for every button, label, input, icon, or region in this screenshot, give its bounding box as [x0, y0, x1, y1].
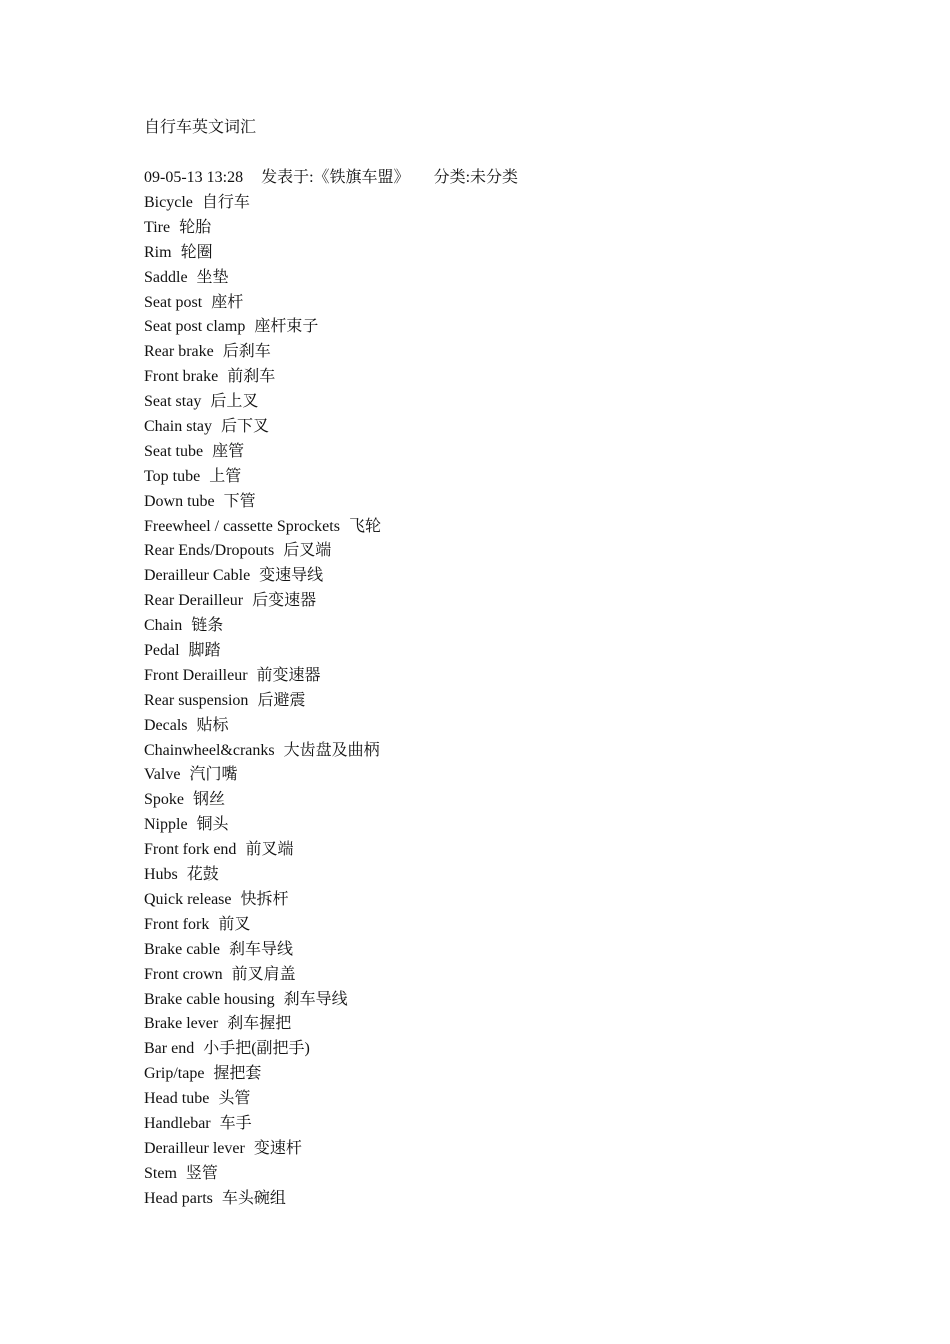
vocabulary-entry	[144, 589, 381, 614]
entry-english: Tire	[144, 218, 171, 236]
vocabulary-entry	[144, 1137, 381, 1162]
document-title: 自行车英文词汇	[144, 119, 257, 136]
entry-english: Nipple	[144, 816, 188, 834]
vocabulary-entry	[144, 888, 381, 913]
entry-english: Seat post	[144, 293, 203, 311]
vocabulary-entry	[144, 465, 381, 490]
entry-english: Valve	[144, 766, 181, 784]
entry-chinese: 轮胎	[179, 218, 212, 236]
vocabulary-list	[144, 191, 381, 1212]
vocabulary-entry	[144, 863, 381, 888]
vocabulary-entry	[144, 564, 381, 589]
entry-chinese: 坐垫	[196, 268, 229, 286]
entry-english: Quick release	[144, 890, 232, 908]
vocabulary-entry	[144, 241, 381, 266]
entry-english: Front Derailleur	[144, 666, 248, 684]
entry-english: Rear Ends/Dropouts	[144, 542, 275, 560]
entry-english: Rear suspension	[144, 691, 249, 709]
entry-chinese: 后变速器	[252, 592, 317, 610]
entry-chinese: 刹车导线	[283, 990, 348, 1008]
entry-english: Bar end	[144, 1040, 195, 1058]
vocabulary-entry	[144, 614, 381, 639]
entry-chinese: 后避震	[257, 691, 306, 709]
entry-chinese: 汽门嘴	[189, 766, 238, 784]
entry-english: Seat tube	[144, 442, 204, 460]
entry-english: Chain stay	[144, 418, 212, 436]
entry-english: Pedal	[144, 642, 180, 660]
entry-english: Rim	[144, 243, 172, 261]
entry-chinese: 后刹车	[222, 343, 271, 361]
entry-english: Freewheel / cassette Sprockets	[144, 517, 340, 535]
entry-chinese: 车手	[219, 1114, 252, 1132]
vocabulary-entry	[144, 515, 381, 540]
vocabulary-entry	[144, 813, 381, 838]
entry-english: Handlebar	[144, 1114, 211, 1132]
vocabulary-entry	[144, 291, 381, 316]
entry-chinese: 飞轮	[348, 517, 381, 535]
entry-chinese: 花鼓	[186, 866, 219, 884]
vocabulary-entry	[144, 490, 381, 515]
vocabulary-entry	[144, 315, 381, 340]
vocabulary-entry	[144, 365, 381, 390]
entry-english: Brake cable	[144, 940, 220, 958]
vocabulary-entry	[144, 390, 381, 415]
entry-english: Front crown	[144, 965, 223, 983]
entry-english: Spoke	[144, 791, 184, 809]
entry-chinese: 后上叉	[210, 393, 259, 411]
vocabulary-entry	[144, 1162, 381, 1187]
entry-english: Grip/tape	[144, 1065, 205, 1083]
entry-chinese: 前叉	[218, 915, 251, 933]
entry-chinese: 后下叉	[221, 418, 270, 436]
vocabulary-entry	[144, 639, 381, 664]
entry-chinese: 变速杆	[253, 1139, 302, 1157]
entry-chinese: 握把套	[213, 1065, 262, 1083]
entry-chinese: 竖管	[185, 1164, 218, 1182]
vocabulary-entry	[144, 963, 381, 988]
entry-chinese: 车头碗组	[221, 1189, 286, 1207]
vocabulary-entry	[144, 838, 381, 863]
entry-chinese: 自行车	[201, 194, 250, 211]
vocabulary-entry	[144, 739, 381, 764]
vocabulary-entry	[144, 763, 381, 788]
entry-chinese: 链条	[191, 617, 224, 635]
vocabulary-entry	[144, 415, 381, 440]
vocabulary-entry	[144, 1112, 381, 1137]
vocabulary-entry	[144, 938, 381, 963]
entry-chinese: 前叉肩盖	[231, 965, 296, 983]
entry-english: Decals	[144, 716, 188, 734]
post-meta	[144, 166, 518, 190]
entry-chinese: 贴标	[196, 716, 229, 734]
vocabulary-entry	[144, 216, 381, 241]
entry-english: Rear brake	[144, 343, 214, 361]
entry-english: Bicycle	[144, 194, 193, 211]
vocabulary-entry	[144, 191, 381, 216]
entry-english: Chainwheel&cranks	[144, 741, 275, 759]
vocabulary-entry	[144, 266, 381, 291]
entry-english: Head parts	[144, 1189, 213, 1207]
vocabulary-entry	[144, 988, 381, 1013]
entry-chinese: 大齿盘及曲柄	[283, 741, 380, 759]
vocabulary-entry	[144, 340, 381, 365]
entry-chinese: 座管	[212, 442, 245, 460]
entry-english: Hubs	[144, 866, 178, 884]
entry-chinese: 钢丝	[193, 791, 226, 809]
vocabulary-entry	[144, 788, 381, 813]
vocabulary-entry	[144, 714, 381, 739]
post-category: 分类:未分类	[433, 169, 519, 186]
entry-chinese: 铜头	[196, 816, 229, 834]
entry-chinese: 刹车导线	[228, 940, 293, 958]
entry-chinese: 变速导线	[259, 567, 324, 585]
entry-chinese: 快拆杆	[240, 890, 289, 908]
entry-english: Seat post clamp	[144, 318, 246, 336]
vocabulary-entry	[144, 1062, 381, 1087]
entry-english: Chain	[144, 617, 183, 635]
entry-english: Stem	[144, 1164, 177, 1182]
vocabulary-entry	[144, 539, 381, 564]
entry-chinese: 脚踏	[188, 642, 221, 660]
entry-english: Top tube	[144, 467, 201, 485]
entry-chinese: 上管	[209, 467, 242, 485]
vocabulary-entry	[144, 440, 381, 465]
entry-chinese: 座杆束子	[254, 318, 319, 336]
vocabulary-entry	[144, 1037, 381, 1062]
entry-chinese: 轮圈	[180, 243, 213, 261]
entry-chinese: 下管	[223, 492, 256, 510]
vocabulary-entry	[144, 1087, 381, 1112]
entry-english: Front brake	[144, 368, 219, 386]
vocabulary-entry	[144, 664, 381, 689]
entry-english: Front fork	[144, 915, 210, 933]
vocabulary-entry	[144, 1012, 381, 1037]
entry-chinese: 小手把(副把手)	[203, 1040, 310, 1058]
entry-english: Head tube	[144, 1090, 210, 1108]
entry-chinese: 座杆	[211, 293, 244, 311]
entry-english: Saddle	[144, 268, 188, 286]
entry-english: Front fork end	[144, 841, 237, 859]
vocabulary-entry	[144, 1187, 381, 1212]
entry-chinese: 刹车握把	[227, 1015, 292, 1033]
entry-english: Derailleur lever	[144, 1139, 245, 1157]
entry-english: Down tube	[144, 492, 215, 510]
entry-chinese: 头管	[218, 1090, 251, 1108]
vocabulary-entry	[144, 689, 381, 714]
entry-chinese: 后叉端	[283, 542, 332, 560]
entry-english: Brake lever	[144, 1015, 219, 1033]
vocabulary-entry	[144, 913, 381, 938]
entry-english: Brake cable housing	[144, 990, 275, 1008]
entry-english: Seat stay	[144, 393, 202, 411]
entry-chinese: 前刹车	[227, 368, 276, 386]
entry-chinese: 前叉端	[245, 841, 294, 859]
entry-chinese: 前变速器	[256, 666, 321, 684]
post-datetime: 09-05-13 13:28	[144, 169, 244, 186]
post-source: 发表于:《铁旗车盟》	[261, 169, 410, 186]
entry-english: Derailleur Cable	[144, 567, 251, 585]
entry-english: Rear Derailleur	[144, 592, 244, 610]
